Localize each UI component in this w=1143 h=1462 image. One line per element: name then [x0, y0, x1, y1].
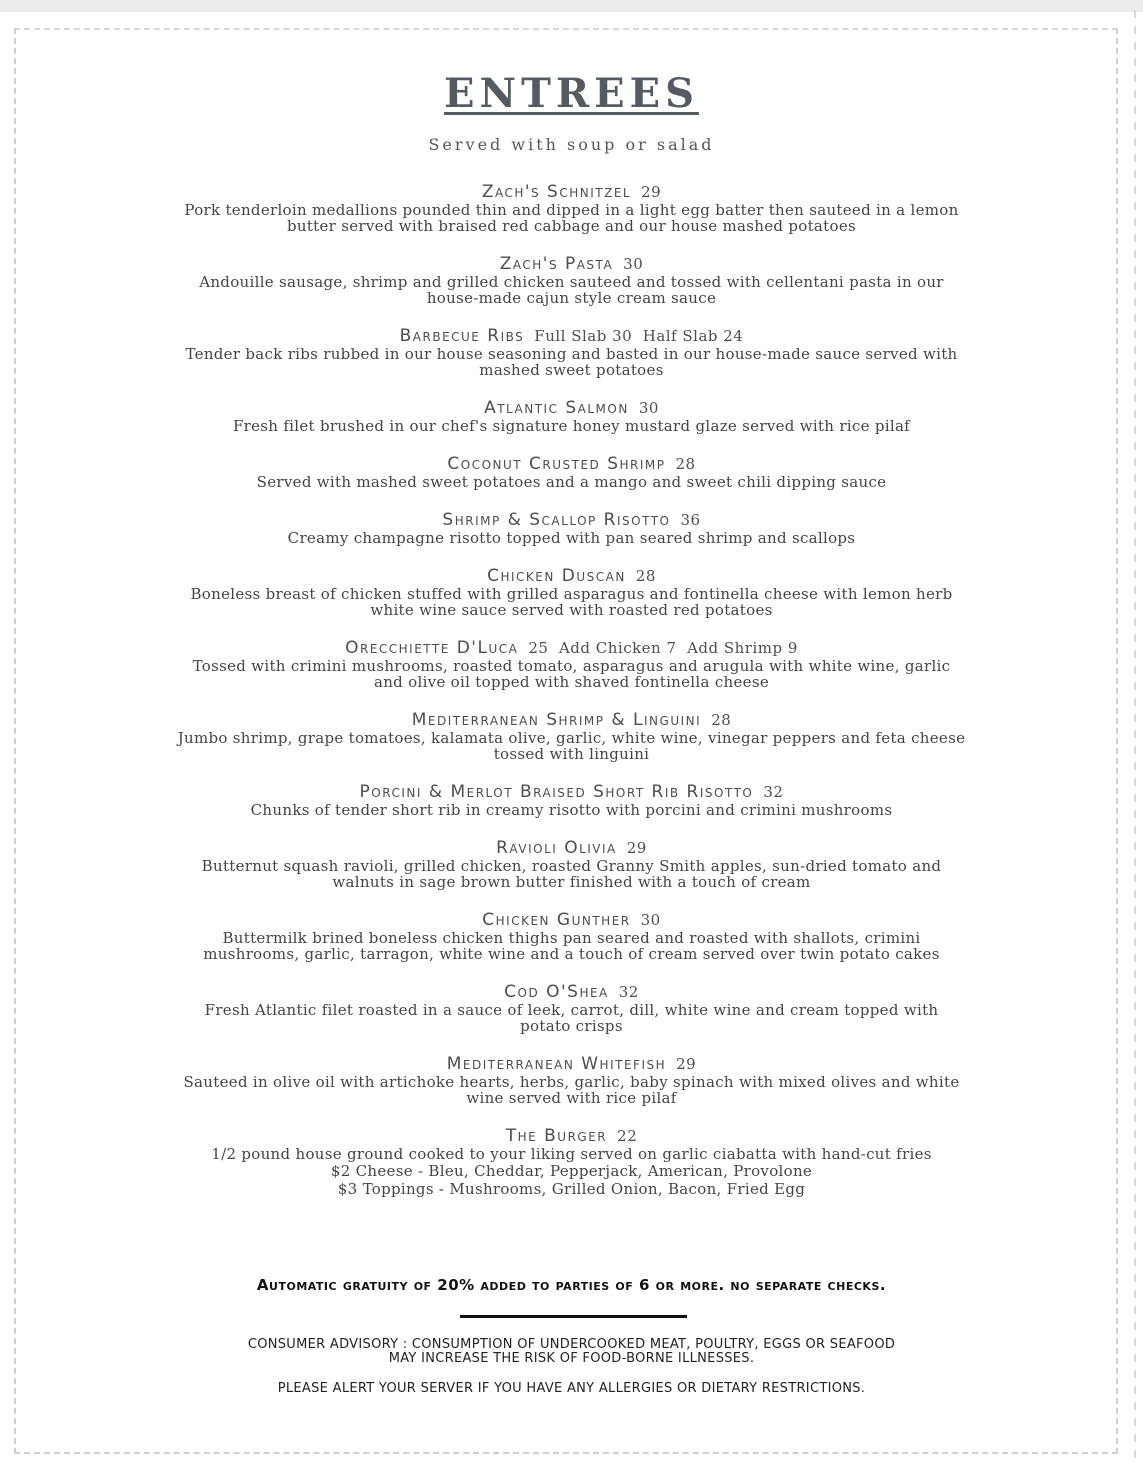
- menu-item: [90, 326, 1053, 378]
- menu-item-name: Chicken Gunther: [482, 910, 631, 930]
- menu-item-description: Boneless breast of chicken stuffed with grilled asparagus and fontinella cheese with lemon herb: [190, 585, 953, 603]
- menu-item-description: Fresh Atlantic filet roasted in a sauce of leek, carrot, dill, white wine and cream topped with: [204, 1001, 939, 1019]
- menu-item-heading: [90, 838, 1053, 858]
- menu-item-description: walnuts in sage brown butter finished with a touch of cream: [332, 873, 811, 891]
- entree-list: [90, 182, 1053, 1198]
- menu-item-name: Ravioli Olivia: [496, 838, 617, 858]
- menu-item-name: Mediterranean Whitefish: [446, 1054, 667, 1074]
- menu-item: [90, 510, 1053, 546]
- menu-item-description: Jumbo shrimp, grape tomatoes, kalamata olive, garlic, white wine, vinegar peppers and feta cheese: [177, 729, 966, 747]
- menu-item-name: Chicken Duscan: [487, 566, 626, 586]
- menu-item-price: 29: [676, 1055, 697, 1073]
- advisory-line-2: MAY INCREASE THE RISK OF FOOD-BORNE ILLNESSES.: [388, 1351, 755, 1366]
- menu-item-name: Atlantic Salmon: [484, 398, 629, 418]
- menu-item-name: Coconut Crusted Shrimp: [447, 454, 666, 474]
- menu-item: [90, 566, 1053, 618]
- menu-item-description: Pork tenderloin medallions pounded thin and dipped in a light egg batter then sauteed in a lemon: [184, 201, 959, 219]
- menu-item-price: 30: [623, 255, 644, 273]
- menu-item: [90, 398, 1053, 434]
- menu-item-name: Cod O'Shea: [504, 982, 609, 1002]
- right-dashed-edge: [1134, 10, 1136, 1462]
- menu-item-price: 32: [763, 783, 784, 801]
- menu-item-description: Andouille sausage, shrimp and grilled chicken sauteed and tossed with cellentani pasta in our: [199, 273, 944, 291]
- menu-item-price: 25 Add Chicken 7 Add Shrimp 9: [528, 639, 798, 657]
- gratuity-notice: Automatic gratuity of 20% added to parties of 6 or more. no separate checks.: [256, 1276, 887, 1294]
- menu-item: [90, 254, 1053, 306]
- menu-item-price: 28: [675, 455, 696, 473]
- menu-item-heading: [90, 398, 1053, 418]
- menu-subtitle: Served with soup or salad: [428, 135, 715, 154]
- menu-item-description: $2 Cheese - Bleu, Cheddar, Pepperjack, American, Provolone: [330, 1162, 813, 1180]
- menu-item: [90, 910, 1053, 962]
- menu-item-heading: [90, 182, 1053, 202]
- menu-item-description: wine served with rice pilaf: [466, 1089, 677, 1107]
- menu-item-price: 29: [641, 183, 662, 201]
- menu-item-name: Orecchiette D'Luca: [345, 638, 519, 658]
- menu-item: [90, 454, 1053, 490]
- menu-item-name: Barbecue Ribs: [399, 326, 525, 346]
- consumer-advisory: [0, 1338, 1143, 1366]
- menu-item-price: 29: [626, 839, 647, 857]
- menu-item-price: 30: [638, 399, 659, 417]
- menu-item-description: Buttermilk brined boneless chicken thighs pan seared and roasted with shallots, crimini: [222, 929, 921, 947]
- menu-item-price: 28: [635, 567, 656, 585]
- menu-item-description: butter served with braised red cabbage and our house mashed potatoes: [286, 217, 856, 235]
- allergy-notice: PLEASE ALERT YOUR SERVER IF YOU HAVE ANY ALLERGIES OR DIETARY RESTRICTIONS.: [277, 1381, 866, 1396]
- menu-item-price: 32: [618, 983, 639, 1001]
- menu-item-heading: [90, 254, 1053, 274]
- menu-item-heading: [90, 454, 1053, 474]
- menu-item: [90, 982, 1053, 1034]
- menu-title: ENTREES: [444, 70, 699, 117]
- menu-item-description: Chunks of tender short rib in creamy risotto with porcini and crimini mushrooms: [250, 801, 893, 819]
- menu-item-description: Butternut squash ravioli, grilled chicken, roasted Granny Smith apples, sun-dried tomato and: [201, 857, 942, 875]
- menu-item: [90, 782, 1053, 818]
- menu-item-description: mashed sweet potatoes: [479, 361, 664, 379]
- menu-item-heading: [90, 326, 1053, 346]
- menu-item-description: Creamy champagne risotto topped with pan seared shrimp and scallops: [287, 529, 856, 547]
- menu-item-description: 1/2 pound house ground cooked to your liking served on garlic ciabatta with hand-cut fries: [211, 1145, 932, 1163]
- menu-item-heading: [90, 910, 1053, 930]
- menu-item: [90, 1126, 1053, 1198]
- menu-item-price: Full Slab 30 Half Slab 24: [534, 327, 744, 345]
- menu-item-description: Tossed with crimini mushrooms, roasted tomato, asparagus and arugula with white wine, garlic: [192, 657, 951, 675]
- menu-item-heading: [90, 710, 1053, 730]
- footer-divider: [460, 1315, 687, 1318]
- menu-item-description: Tender back ribs rubbed in our house seasoning and basted in our house-made sauce served with: [185, 345, 958, 363]
- menu-item-description: $3 Toppings - Mushrooms, Grilled Onion, Bacon, Fried Egg: [337, 1180, 806, 1198]
- menu-item-heading: [90, 566, 1053, 586]
- menu-item: [90, 182, 1053, 234]
- menu-item-heading: [90, 1054, 1053, 1074]
- advisory-line-1: CONSUMER ADVISORY : CONSUMPTION OF UNDERCOOKED MEAT, POULTRY, EGGS OR SEAFOOD: [247, 1337, 896, 1352]
- menu-item-description: potato crisps: [520, 1017, 623, 1035]
- menu-item: [90, 1054, 1053, 1106]
- top-border-bar: [0, 0, 1143, 12]
- menu-item-description: and olive oil topped with shaved fontinella cheese: [373, 673, 770, 691]
- menu-item-name: The Burger: [505, 1126, 608, 1146]
- menu-item-name: Mediterranean Shrimp & Linguini: [411, 710, 702, 730]
- menu-item-name: Zach's Schnitzel: [481, 182, 632, 202]
- menu-item: [90, 638, 1053, 690]
- menu-item-description: Served with mashed sweet potatoes and a mango and sweet chili dipping sauce: [256, 473, 887, 491]
- menu-item: [90, 710, 1053, 762]
- menu-item-price: 22: [617, 1127, 638, 1145]
- menu-item-heading: [90, 782, 1053, 802]
- menu-item-name: Zach's Pasta: [499, 254, 614, 274]
- menu-item-heading: [90, 510, 1053, 530]
- menu-item-description: Fresh filet brushed in our chef's signature honey mustard glaze served with rice pilaf: [232, 417, 911, 435]
- menu-item-heading: [90, 638, 1053, 658]
- menu-item: [90, 838, 1053, 890]
- menu-item-description: white wine sauce served with roasted red potatoes: [370, 601, 773, 619]
- menu-item-price: 36: [680, 511, 701, 529]
- menu-item-description: tossed with linguini: [493, 745, 650, 763]
- menu-item-price: 28: [711, 711, 732, 729]
- menu-item-description: Sauteed in olive oil with artichoke hearts, herbs, garlic, baby spinach with mixed olives and white: [183, 1073, 960, 1091]
- menu-item-description: mushrooms, garlic, tarragon, white wine and a touch of cream served over twin potato cakes: [203, 945, 940, 963]
- menu-item-name: Shrimp & Scallop Risotto: [442, 510, 671, 530]
- menu-item-heading: [90, 1126, 1053, 1146]
- menu-item-price: 30: [640, 911, 661, 929]
- menu-item-description: house-made cajun style cream sauce: [426, 289, 717, 307]
- menu-item-name: Porcini & Merlot Braised Short Rib Risotto: [359, 782, 754, 802]
- menu-item-heading: [90, 982, 1053, 1002]
